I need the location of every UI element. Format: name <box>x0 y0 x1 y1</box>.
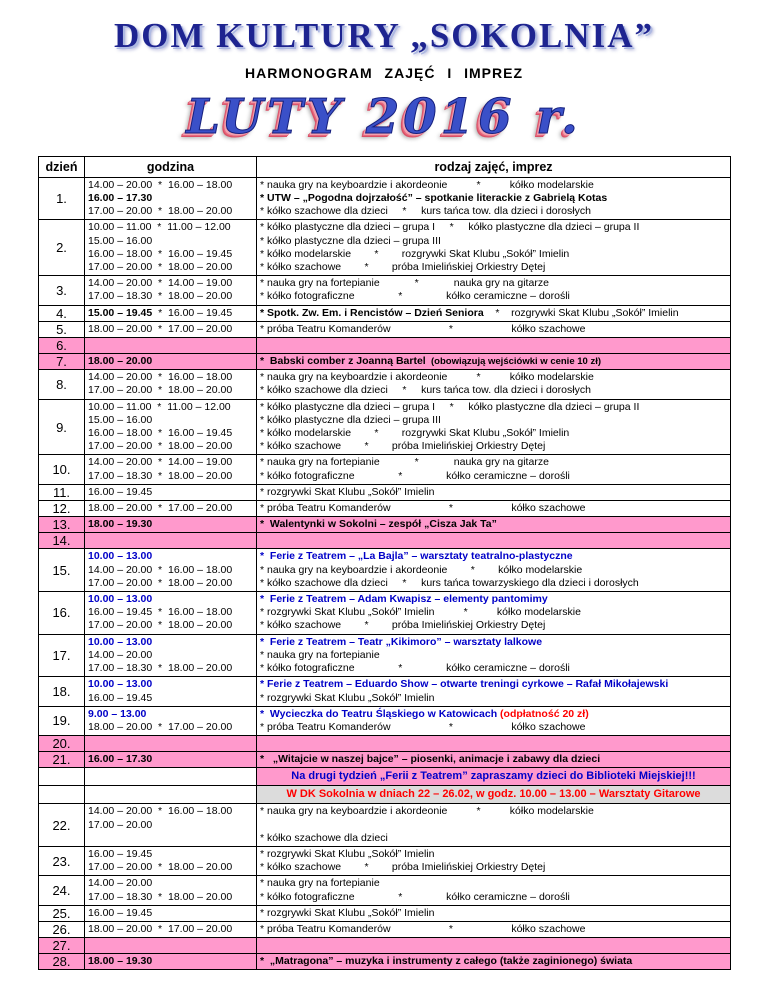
time-line: 17.00 – 18.30 * 18.00 – 20.00 <box>88 890 233 903</box>
schedule-row <box>39 354 731 370</box>
day-cell: 13. <box>39 517 85 533</box>
event-line: * kółko szachowe * próba Imielińskiej Orkiestry Dętej <box>260 440 546 453</box>
events-cell <box>257 501 731 517</box>
schedule-row <box>39 954 731 970</box>
time-cell <box>85 736 257 752</box>
day-cell: 23. <box>39 846 85 875</box>
time-cell <box>85 276 257 305</box>
events-cell <box>257 592 731 635</box>
event-line: * kółko szachowe * próba Imielińskiej Orkiestry Dętej <box>260 261 546 274</box>
event-line: * próba Teatru Komanderów * kółko szachowe <box>260 720 586 733</box>
time-cell <box>85 517 257 533</box>
schedule-row <box>39 220 731 276</box>
time-line: 18.00 – 20.00 * 17.00 – 20.00 <box>88 922 233 935</box>
time-cell <box>85 634 257 677</box>
events-cell <box>257 370 731 399</box>
day-cell: 6. <box>39 338 85 354</box>
schedule-row <box>39 177 731 220</box>
day-cell: 24. <box>39 876 85 905</box>
time-line: 15.00 – 16.00 <box>88 413 153 426</box>
day-cell: 5. <box>39 321 85 337</box>
events-cell <box>257 905 731 921</box>
time-cell <box>85 549 257 592</box>
time-line: 18.00 – 19.30 <box>88 955 153 968</box>
time-line: 14.00 – 20.00 * 14.00 – 19.00 <box>88 456 233 469</box>
events-cell <box>257 338 731 354</box>
banner-row <box>39 768 731 786</box>
event-line <box>260 819 727 832</box>
schedule-row <box>39 876 731 905</box>
event-line: * Wycieczka do Teatru Śląskiego w Katowicach (odpłatność 20 zł) <box>260 707 589 720</box>
events-cell <box>257 954 731 970</box>
event-line: * kółko szachowe dla dzieci <box>260 831 388 844</box>
time-line: 18.00 – 20.00 * 17.00 – 20.00 <box>88 720 233 733</box>
events-cell <box>257 305 731 321</box>
events-cell <box>257 938 731 954</box>
time-cell <box>85 501 257 517</box>
time-cell <box>85 338 257 354</box>
time-line: 14.00 – 20.00 * 16.00 – 18.00 <box>88 563 233 576</box>
time-line: 10.00 – 13.00 <box>88 593 153 606</box>
time-line: 14.00 – 20.00 * 16.00 – 18.00 <box>88 371 233 384</box>
time-line: 14.00 – 20.00 <box>88 877 153 890</box>
day-cell: 20. <box>39 736 85 752</box>
day-cell <box>39 786 85 804</box>
day-cell: 19. <box>39 706 85 735</box>
event-line: * kółko fotograficzne * kółko ceramiczne – dorośli <box>260 662 570 675</box>
schedule-row <box>39 677 731 706</box>
time-line: 10.00 – 13.00 <box>88 678 153 691</box>
time-line: 10.00 – 11.00 * 11.00 – 12.00 <box>88 221 231 234</box>
event-line: * rozgrywki Skat Klubu „Sokół” Imielin <box>260 691 435 704</box>
time-cell <box>85 321 257 337</box>
time-line: 10.00 – 13.00 <box>88 550 153 563</box>
schedule-row <box>39 752 731 768</box>
schedule-row <box>39 399 731 455</box>
time-line: 14.00 – 20.00 * 16.00 – 18.00 <box>88 178 233 191</box>
events-cell <box>257 321 731 337</box>
event-line: * Ferie z Teatrem – Eduardo Show – otwarte treningi cyrkowe – Rafał Mikołajewski <box>260 678 669 691</box>
time-line: 17.00 – 20.00 <box>88 818 153 831</box>
time-line: 17.00 – 20.00 * 18.00 – 20.00 <box>88 205 233 218</box>
event-line: * kółko plastyczne dla dzieci – grupa I * kółko plastyczne dla dzieci – grupa II <box>260 400 640 413</box>
schedule-row <box>39 846 731 875</box>
schedule-row <box>39 549 731 592</box>
schedule-row <box>39 484 731 500</box>
time-cell <box>85 370 257 399</box>
events-cell <box>257 876 731 905</box>
banner-cell <box>257 768 731 786</box>
event-line: * nauka gry na fortepianie <box>260 877 380 890</box>
time-line: 17.00 – 18.30 * 18.00 – 20.00 <box>88 469 233 482</box>
day-cell: 12. <box>39 501 85 517</box>
time-cell <box>85 804 257 847</box>
events-cell <box>257 549 731 592</box>
day-cell: 7. <box>39 354 85 370</box>
day-cell: 1. <box>39 177 85 220</box>
event-line: * kółko szachowe dla dzieci * kurs tańca towarzyskiego dla dzieci i dorosłych <box>260 576 639 589</box>
time-line: 16.00 – 19.45 <box>88 485 153 498</box>
event-line: * kółko fotograficzne * kółko ceramiczne – dorośli <box>260 290 570 303</box>
time-line: 15.00 – 16.00 <box>88 234 153 247</box>
time-line: 16.00 – 19.45 <box>88 691 153 704</box>
event-line: * nauka gry na fortepianie * nauka gry na gitarze <box>260 456 549 469</box>
time-cell <box>85 399 257 455</box>
event-line: * rozgrywki Skat Klubu „Sokół” Imielin <box>260 906 435 919</box>
event-line: * rozgrywki Skat Klubu „Sokół” Imielin <box>260 485 435 498</box>
day-cell: 28. <box>39 954 85 970</box>
event-line: * Babski comber z Joanną Bartel (obowiązują wejściówki w cenie 10 zł) <box>260 355 602 368</box>
time-line: 18.00 – 20.00 * 17.00 – 20.00 <box>88 502 233 515</box>
event-line: * kółko fotograficzne * kółko ceramiczne – dorośli <box>260 469 570 482</box>
schedule-row <box>39 501 731 517</box>
events-cell <box>257 220 731 276</box>
time-cell <box>85 533 257 549</box>
time-cell <box>85 305 257 321</box>
day-cell: 4. <box>39 305 85 321</box>
table-header-row <box>39 156 731 177</box>
time-cell <box>85 706 257 735</box>
column-header-events: rodzaj zajęć, imprez <box>257 156 731 177</box>
event-line: * Ferie z Teatrem – Adam Kwapisz – elementy pantomimy <box>260 593 548 606</box>
day-cell: 25. <box>39 905 85 921</box>
day-cell: 18. <box>39 677 85 706</box>
schedule-row <box>39 634 731 677</box>
event-line: * rozgrywki Skat Klubu „Sokół” Imielin <box>260 847 435 860</box>
event-line: * nauka gry na keyboardzie i akordeonie * kółko modelarskie <box>260 805 594 818</box>
schedule-row <box>39 905 731 921</box>
time-line: 16.00 – 18.00 * 16.00 – 19.45 <box>88 427 233 440</box>
event-line: * kółko plastyczne dla dzieci – grupa III <box>260 234 441 247</box>
column-header-time: godzina <box>85 156 257 177</box>
schedule-row <box>39 938 731 954</box>
events-cell <box>257 804 731 847</box>
schedule-row <box>39 305 731 321</box>
time-line: 17.00 – 20.00 * 18.00 – 20.00 <box>88 619 233 632</box>
schedule-row <box>39 338 731 354</box>
time-line: 16.00 – 19.45 <box>88 847 153 860</box>
event-line: * nauka gry na keyboardzie i akordeonie * kółko modelarskie <box>260 371 594 384</box>
event-line: * kółko szachowe dla dzieci * kurs tańca tow. dla dzieci i dorosłych <box>260 384 591 397</box>
day-cell: 22. <box>39 804 85 847</box>
event-line: * nauka gry na keyboardzie i akordeonie * kółko modelarskie <box>260 563 583 576</box>
time-cell <box>85 846 257 875</box>
event-line: * kółko modelarskie * rozgrywki Skat Klubu „Sokół” Imielin <box>260 247 570 260</box>
time-line: 18.00 – 20.00 <box>88 355 153 368</box>
schedule-table <box>38 156 731 971</box>
event-line: * „Witajcie w naszej bajce” – piosenki, animacje i zabawy dla dzieci <box>260 753 601 766</box>
time-line: 16.00 – 19.45 <box>88 906 153 919</box>
time-cell <box>85 177 257 220</box>
schedule-row <box>39 276 731 305</box>
day-cell: 15. <box>39 549 85 592</box>
schedule-row <box>39 455 731 484</box>
time-cell <box>85 677 257 706</box>
event-line: * próba Teatru Komanderów * kółko szachowe <box>260 322 586 335</box>
event-line: * próba Teatru Komanderów * kółko szachowe <box>260 502 586 515</box>
events-cell <box>257 677 731 706</box>
page-subtitle: HARMONOGRAM ZAJĘĆ I IMPREZ <box>245 65 523 81</box>
schedule-row <box>39 736 731 752</box>
time-line: 16.00 – 19.45 * 16.00 – 18.00 <box>88 606 233 619</box>
banner-cell <box>257 786 731 804</box>
time-line: 16.00 – 17.30 <box>88 192 153 204</box>
time-line: 17.00 – 20.00 * 18.00 – 20.00 <box>88 440 233 453</box>
time-cell <box>85 938 257 954</box>
time-cell <box>85 354 257 370</box>
day-cell: 11. <box>39 484 85 500</box>
time-cell <box>85 768 257 786</box>
schedule-row <box>39 592 731 635</box>
event-line: W DK Sokolnia w dniach 22 – 26.02, w godz. 10.00 – 13.00 – Warsztaty Gitarowe <box>286 788 701 801</box>
time-line: 14.00 – 20.00 * 16.00 – 18.00 <box>88 805 233 818</box>
time-line: 17.00 – 20.00 * 18.00 – 20.00 <box>88 261 233 274</box>
banner-row <box>39 786 731 804</box>
time-line: 9.00 – 13.00 <box>88 707 147 720</box>
day-cell: 14. <box>39 533 85 549</box>
time-line: 17.00 – 18.30 * 18.00 – 20.00 <box>88 662 233 675</box>
schedule-row <box>39 517 731 533</box>
events-cell <box>257 921 731 937</box>
event-line: * kółko plastyczne dla dzieci – grupa III <box>260 413 441 426</box>
day-cell: 10. <box>39 455 85 484</box>
time-line: 15.00 – 19.45 * 16.00 – 19.45 <box>88 306 233 319</box>
event-line: * kółko plastyczne dla dzieci – grupa I * kółko plastyczne dla dzieci – grupa II <box>260 221 640 234</box>
event-line: * Spotk. Zw. Em. i Rencistów – Dzień Seniora * rozgrywki Skat Klubu „Sokół” Imielin <box>260 306 679 319</box>
day-cell: 16. <box>39 592 85 635</box>
time-cell <box>85 592 257 635</box>
event-line: * Walentynki w Sokolni – zespół „Cisza Jak Ta” <box>260 518 497 531</box>
schedule-row <box>39 804 731 847</box>
time-cell <box>85 455 257 484</box>
time-line: 16.00 – 17.30 <box>88 753 153 766</box>
event-line: * kółko fotograficzne * kółko ceramiczne – dorośli <box>260 890 570 903</box>
events-cell <box>257 752 731 768</box>
event-line: * nauka gry na fortepianie * nauka gry na gitarze <box>260 277 549 290</box>
time-line: 10.00 – 11.00 * 11.00 – 12.00 <box>88 400 231 413</box>
event-line: * kółko szachowe dla dzieci * kurs tańca tow. dla dzieci i dorosłych <box>260 205 591 218</box>
time-line: 14.00 – 20.00 <box>88 648 153 661</box>
event-line: * nauka gry na fortepianie <box>260 648 380 661</box>
events-cell <box>257 276 731 305</box>
events-cell <box>257 846 731 875</box>
event-line: * kółko szachowe * próba Imielińskiej Orkiestry Dętej <box>260 619 546 632</box>
month-title: LUTY 2016 r. <box>186 89 582 145</box>
events-cell <box>257 399 731 455</box>
time-cell <box>85 484 257 500</box>
time-line: 10.00 – 13.00 <box>88 635 153 648</box>
event-line: * rozgrywki Skat Klubu „Sokół” Imielin * kółko modelarskie <box>260 606 581 619</box>
schedule-row <box>39 321 731 337</box>
event-line: * UTW – „Pogodna dojrzałość” – spotkanie literackie z Gabrielą Kotas <box>260 192 608 204</box>
events-cell <box>257 455 731 484</box>
event-line: * kółko modelarskie * rozgrywki Skat Klubu „Sokół” Imielin <box>260 427 570 440</box>
event-line: * Ferie z Teatrem – Teatr „Kikimoro” – warsztaty lalkowe <box>260 635 543 648</box>
events-cell <box>257 533 731 549</box>
events-cell <box>257 177 731 220</box>
column-header-day: dzień <box>39 156 85 177</box>
event-line: * próba Teatru Komanderów * kółko szachowe <box>260 922 586 935</box>
time-line: 17.00 – 20.00 * 18.00 – 20.00 <box>88 576 233 589</box>
schedule-row <box>39 706 731 735</box>
events-cell <box>257 706 731 735</box>
time-cell <box>85 220 257 276</box>
day-cell <box>39 768 85 786</box>
time-line: 16.00 – 18.00 * 16.00 – 19.45 <box>88 247 233 260</box>
time-line: 17.00 – 20.00 * 18.00 – 20.00 <box>88 861 233 874</box>
day-cell: 26. <box>39 921 85 937</box>
time-line: 18.00 – 20.00 * 17.00 – 20.00 <box>88 322 233 335</box>
events-cell <box>257 736 731 752</box>
time-cell <box>85 786 257 804</box>
day-cell: 21. <box>39 752 85 768</box>
schedule-row <box>39 921 731 937</box>
time-line: 18.00 – 19.30 <box>88 518 153 531</box>
events-cell <box>257 484 731 500</box>
day-cell: 27. <box>39 938 85 954</box>
day-cell: 8. <box>39 370 85 399</box>
events-cell <box>257 517 731 533</box>
events-cell <box>257 354 731 370</box>
time-cell <box>85 876 257 905</box>
day-cell: 2. <box>39 220 85 276</box>
event-line: * „Matragona” – muzyka i instrumenty z całego (także zaginionego) świata <box>260 955 633 968</box>
time-line: 17.00 – 18.30 * 18.00 – 20.00 <box>88 290 233 303</box>
time-line: 14.00 – 20.00 * 14.00 – 19.00 <box>88 277 233 290</box>
event-line: * nauka gry na keyboardzie i akordeonie * kółko modelarskie <box>260 178 594 191</box>
page-title: DOM KULTURY „SOKOLNIA” <box>114 16 654 55</box>
event-line: * kółko szachowe * próba Imielińskiej Orkiestry Dętej <box>260 861 546 874</box>
day-cell: 17. <box>39 634 85 677</box>
events-cell <box>257 634 731 677</box>
time-cell <box>85 921 257 937</box>
schedule-row <box>39 370 731 399</box>
time-cell <box>85 905 257 921</box>
event-line: Na drugi tydzień „Ferii z Teatrem” zapraszamy dzieci do Biblioteki Miejskiej!!! <box>291 770 696 783</box>
time-cell <box>85 954 257 970</box>
time-line: 17.00 – 20.00 * 18.00 – 20.00 <box>88 384 233 397</box>
day-cell: 9. <box>39 399 85 455</box>
schedule-row <box>39 533 731 549</box>
time-cell <box>85 752 257 768</box>
day-cell: 3. <box>39 276 85 305</box>
event-line: * Ferie z Teatrem – „La Bajla” – warsztaty teatralno-plastyczne <box>260 550 573 563</box>
